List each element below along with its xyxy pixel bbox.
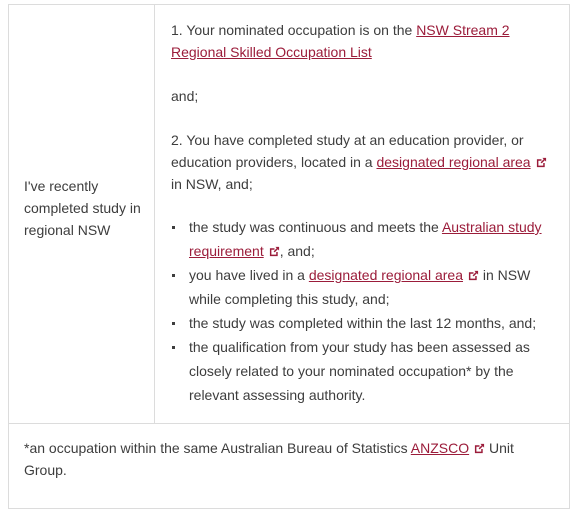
row-label: I've recently completed study in regional NSW [24, 178, 141, 238]
designated-regional-area-link[interactable]: designated regional area [376, 154, 531, 170]
bullet-text: you have lived in a [189, 267, 309, 283]
criterion-2 [171, 129, 561, 195]
criterion-1 [171, 19, 561, 63]
bullet-text: the study was completed within the last 12 months, and; [189, 315, 537, 331]
criterion-2-text: 2. You have completed study at an education provider, or education providers, located in a [171, 132, 524, 170]
footnote [24, 437, 554, 481]
bullet-suffix: in NSW while completing this study, and; [189, 267, 531, 307]
eligibility-table [8, 4, 570, 509]
table-row [9, 5, 569, 424]
external-link-icon[interactable] [468, 270, 479, 281]
australian-study-requirement-link[interactable]: Australian study requirement [189, 219, 542, 259]
criterion-1-text: 1. Your nominated occupation is on the [171, 22, 417, 38]
and-text: and; [171, 88, 199, 104]
external-link-icon[interactable] [474, 443, 485, 454]
list-item [171, 263, 561, 311]
external-link-icon[interactable] [536, 157, 547, 168]
criterion-2-suffix: in NSW, and; [171, 176, 253, 192]
footnote-suffix: Unit Group. [24, 440, 514, 478]
column-divider [154, 5, 155, 423]
bullet-text: the study was continuous and meets the [189, 219, 442, 235]
list-item [171, 311, 561, 335]
footnote-text: *an occupation within the same Australian Bureau of Statistics [24, 440, 411, 456]
occupation-list-link[interactable]: NSW Stream 2 Regional Skilled Occupation List [171, 22, 510, 60]
anzsco-link[interactable]: ANZSCO [410, 440, 470, 456]
external-link-icon[interactable] [269, 246, 280, 257]
designated-regional-area-link[interactable]: designated regional area [308, 267, 463, 283]
bullet-text: the qualification from your study has been assessed as closely related to your nominated occupation* by the relevant assessing authority. [189, 339, 530, 403]
list-item [171, 335, 561, 407]
requirements-list [171, 215, 561, 407]
bullet-suffix: , and; [279, 243, 315, 259]
list-item [171, 215, 561, 263]
criteria-cell [171, 19, 561, 407]
